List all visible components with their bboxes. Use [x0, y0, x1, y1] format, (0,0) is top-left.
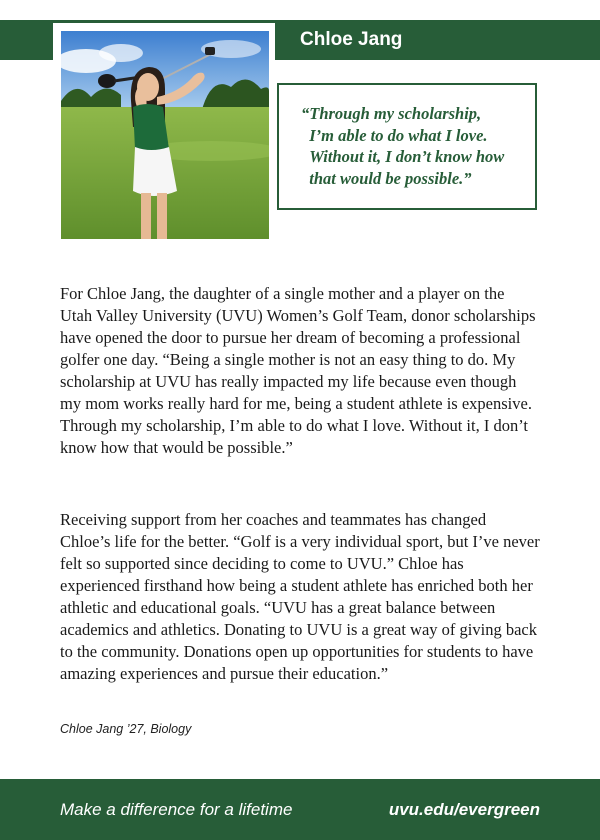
student-name: Chloe Jang: [300, 29, 403, 50]
footer-tagline: Make a difference for a lifetime: [60, 800, 293, 819]
pull-quote-line: that would be possible.”: [309, 168, 472, 188]
body-paragraph-1: For Chloe Jang, the daughter of a single mother and a player on the Utah Valley University (UVU) Women’s Golf Team, donor scholarships have opened the door to pursue her dream of becoming a professional golfer one day. “Being a single mother is not an easy thing to do. My scholarship at UVU has really impacted my life because even though my mom works really hard for me, being a student athlete is expensive. Through my scholarship, I’m able to do what I love. Without it, I don’t know how that would be possible.”: [60, 284, 536, 457]
pull-quote: [301, 103, 529, 189]
footer-url-link[interactable]: uvu.edu/evergreen: [388, 800, 540, 819]
pull-quote-line: Without it, I don’t know how: [309, 147, 505, 166]
pull-quote-line: “Through my scholarship,: [301, 104, 482, 123]
golfer-photo: [61, 31, 269, 239]
photo-frame: [53, 23, 275, 245]
body-paragraph-2: Receiving support from her coaches and teammates has changed Chloe’s life for the better. “Golf is a very individual sport, but I’ve never felt so supported since deciding to come to UVU.” Chloe has experienced firsthand how being a student athlete has enriched both her athletic and educational goals. “UVU has a great balance between academics and athletics. Donating to UVU is a great way of giving back to the community. Donations open up opportunities for students to have amazing experiences and pursue their education.”: [60, 510, 540, 683]
footer-band: [0, 779, 600, 840]
pull-quote-box: [277, 83, 537, 210]
photo-caption: Chloe Jang ’27, Biology: [60, 722, 192, 736]
pull-quote-line: I’m able to do what I love.: [309, 125, 488, 145]
